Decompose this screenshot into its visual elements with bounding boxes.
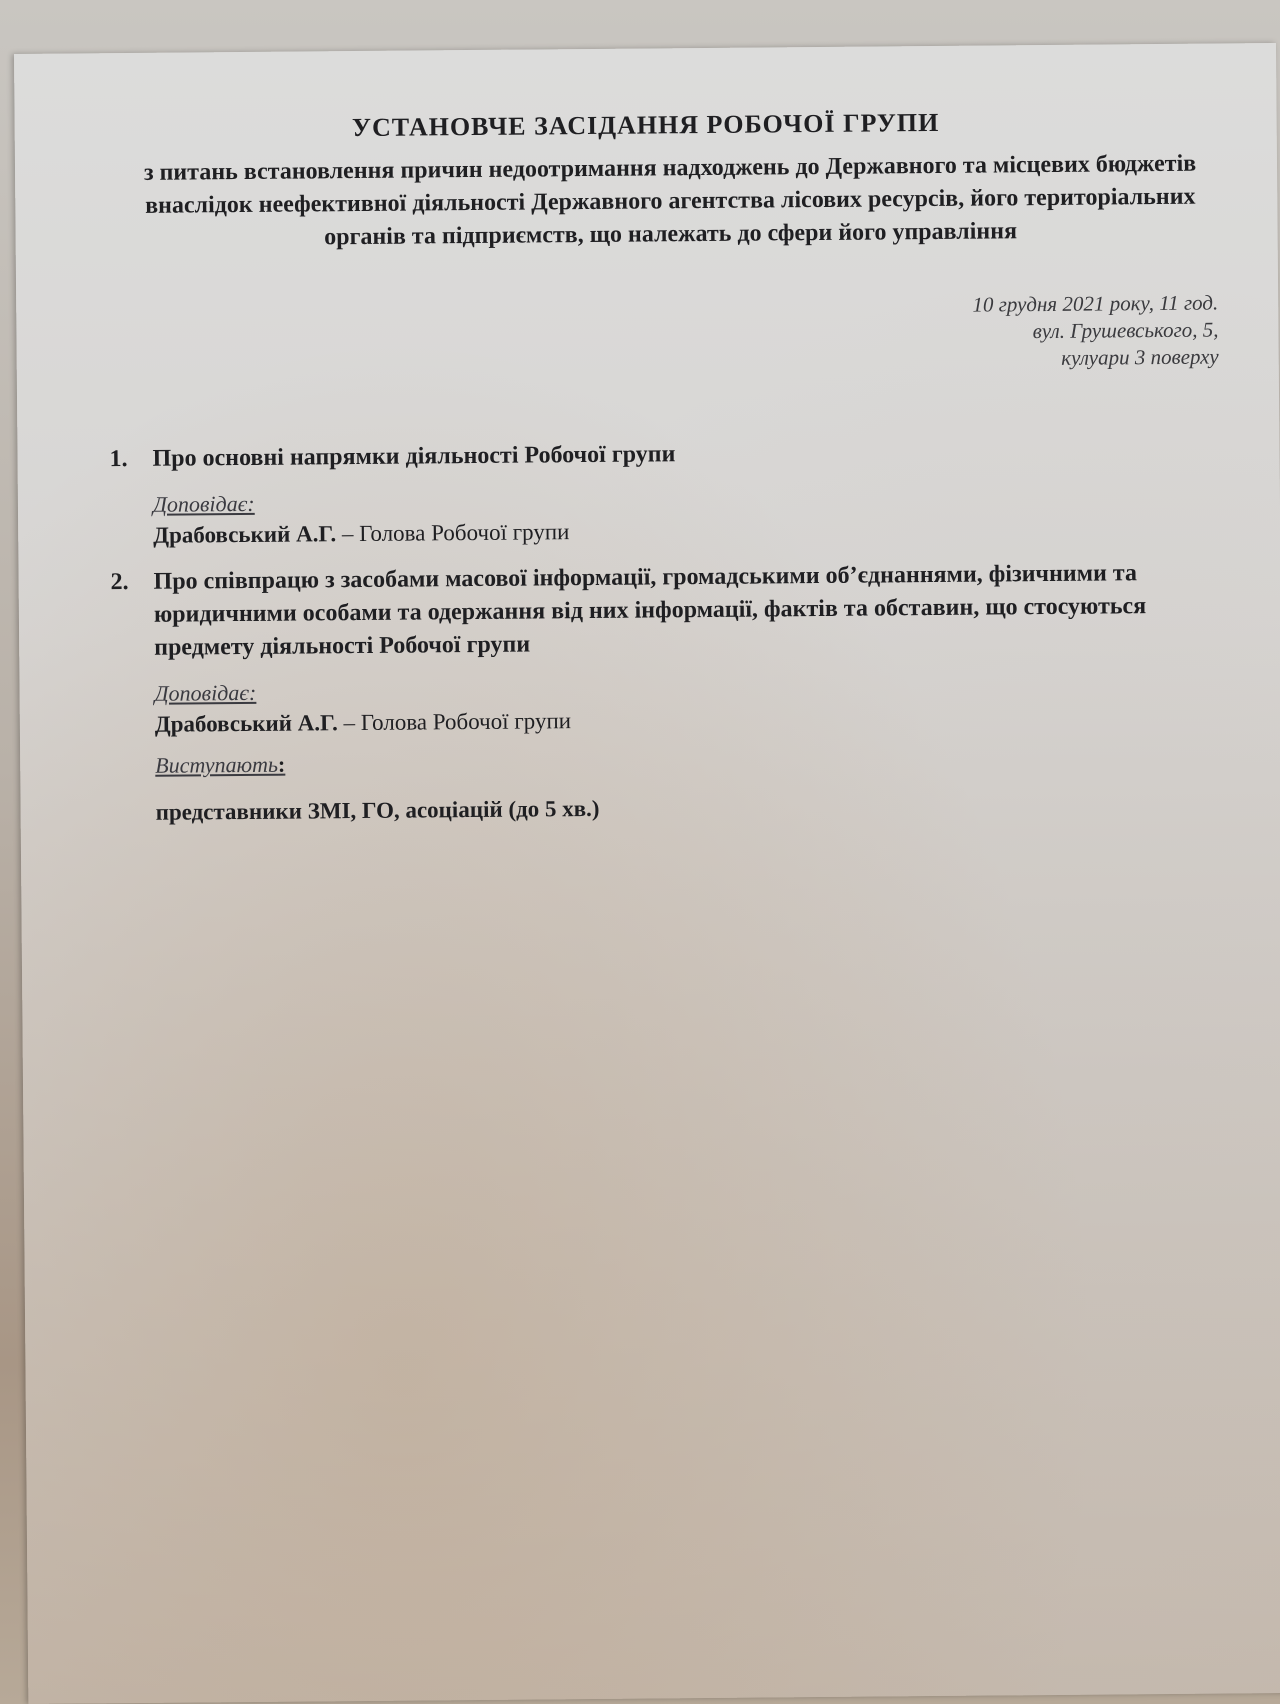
speakers-list: представники ЗМІ, ГО, асоціацій (до 5 хв.) <box>155 795 600 825</box>
reporter-role: – Голова Робочої групи <box>336 519 570 547</box>
reporter-label: Доповідає: <box>152 490 255 517</box>
meeting-details <box>972 290 1219 373</box>
document-subtitle: з питань встановлення причин недоотримання надходжень до Державного та місцевих бюджетів внаслідок неефективної діяльності Державного агентства лісових ресурсів, його територіальних органів та підприємств, що належать до сфери його управління <box>143 150 1197 251</box>
agenda-list <box>97 433 1250 843</box>
agenda-item <box>97 433 1248 552</box>
speakers-label-line <box>155 741 1250 781</box>
agenda-item-title: Про співпрацю з засобами масової інформації, громадськими об’єднаннями, фізичними та юридичними особами та одержання від них інформації, фактів та обставин, що стосуються предмету діяльності Робочої групи <box>153 560 1147 661</box>
document-title: УСТАНОВЧЕ ЗАСІДАННЯ РОБОЧОЇ ГРУПИ <box>351 107 940 143</box>
agenda-item-title: Про основні напрямки діяльності Робочої групи <box>152 441 676 472</box>
speakers-label: Виступають <box>155 751 279 778</box>
speakers-colon: : <box>277 751 286 777</box>
reporter-name: Драбовський А.Г. <box>153 521 337 548</box>
meeting-room: кулуари 3 поверху <box>1061 344 1219 370</box>
paper-sheet <box>14 43 1280 1704</box>
meeting-address: вул. Грушевського, 5, <box>1032 317 1219 344</box>
agenda-item <box>98 556 1250 829</box>
reporter-name: Драбовський А.Г. <box>154 710 338 737</box>
reporter-label: Доповідає: <box>154 679 257 706</box>
agenda-item-number: 1. <box>109 446 128 473</box>
meeting-date: 10 грудня 2021 року, 11 год. <box>972 290 1219 317</box>
agenda-item-number: 2. <box>110 569 129 596</box>
reporter-role: – Голова Робочої групи <box>337 708 572 736</box>
